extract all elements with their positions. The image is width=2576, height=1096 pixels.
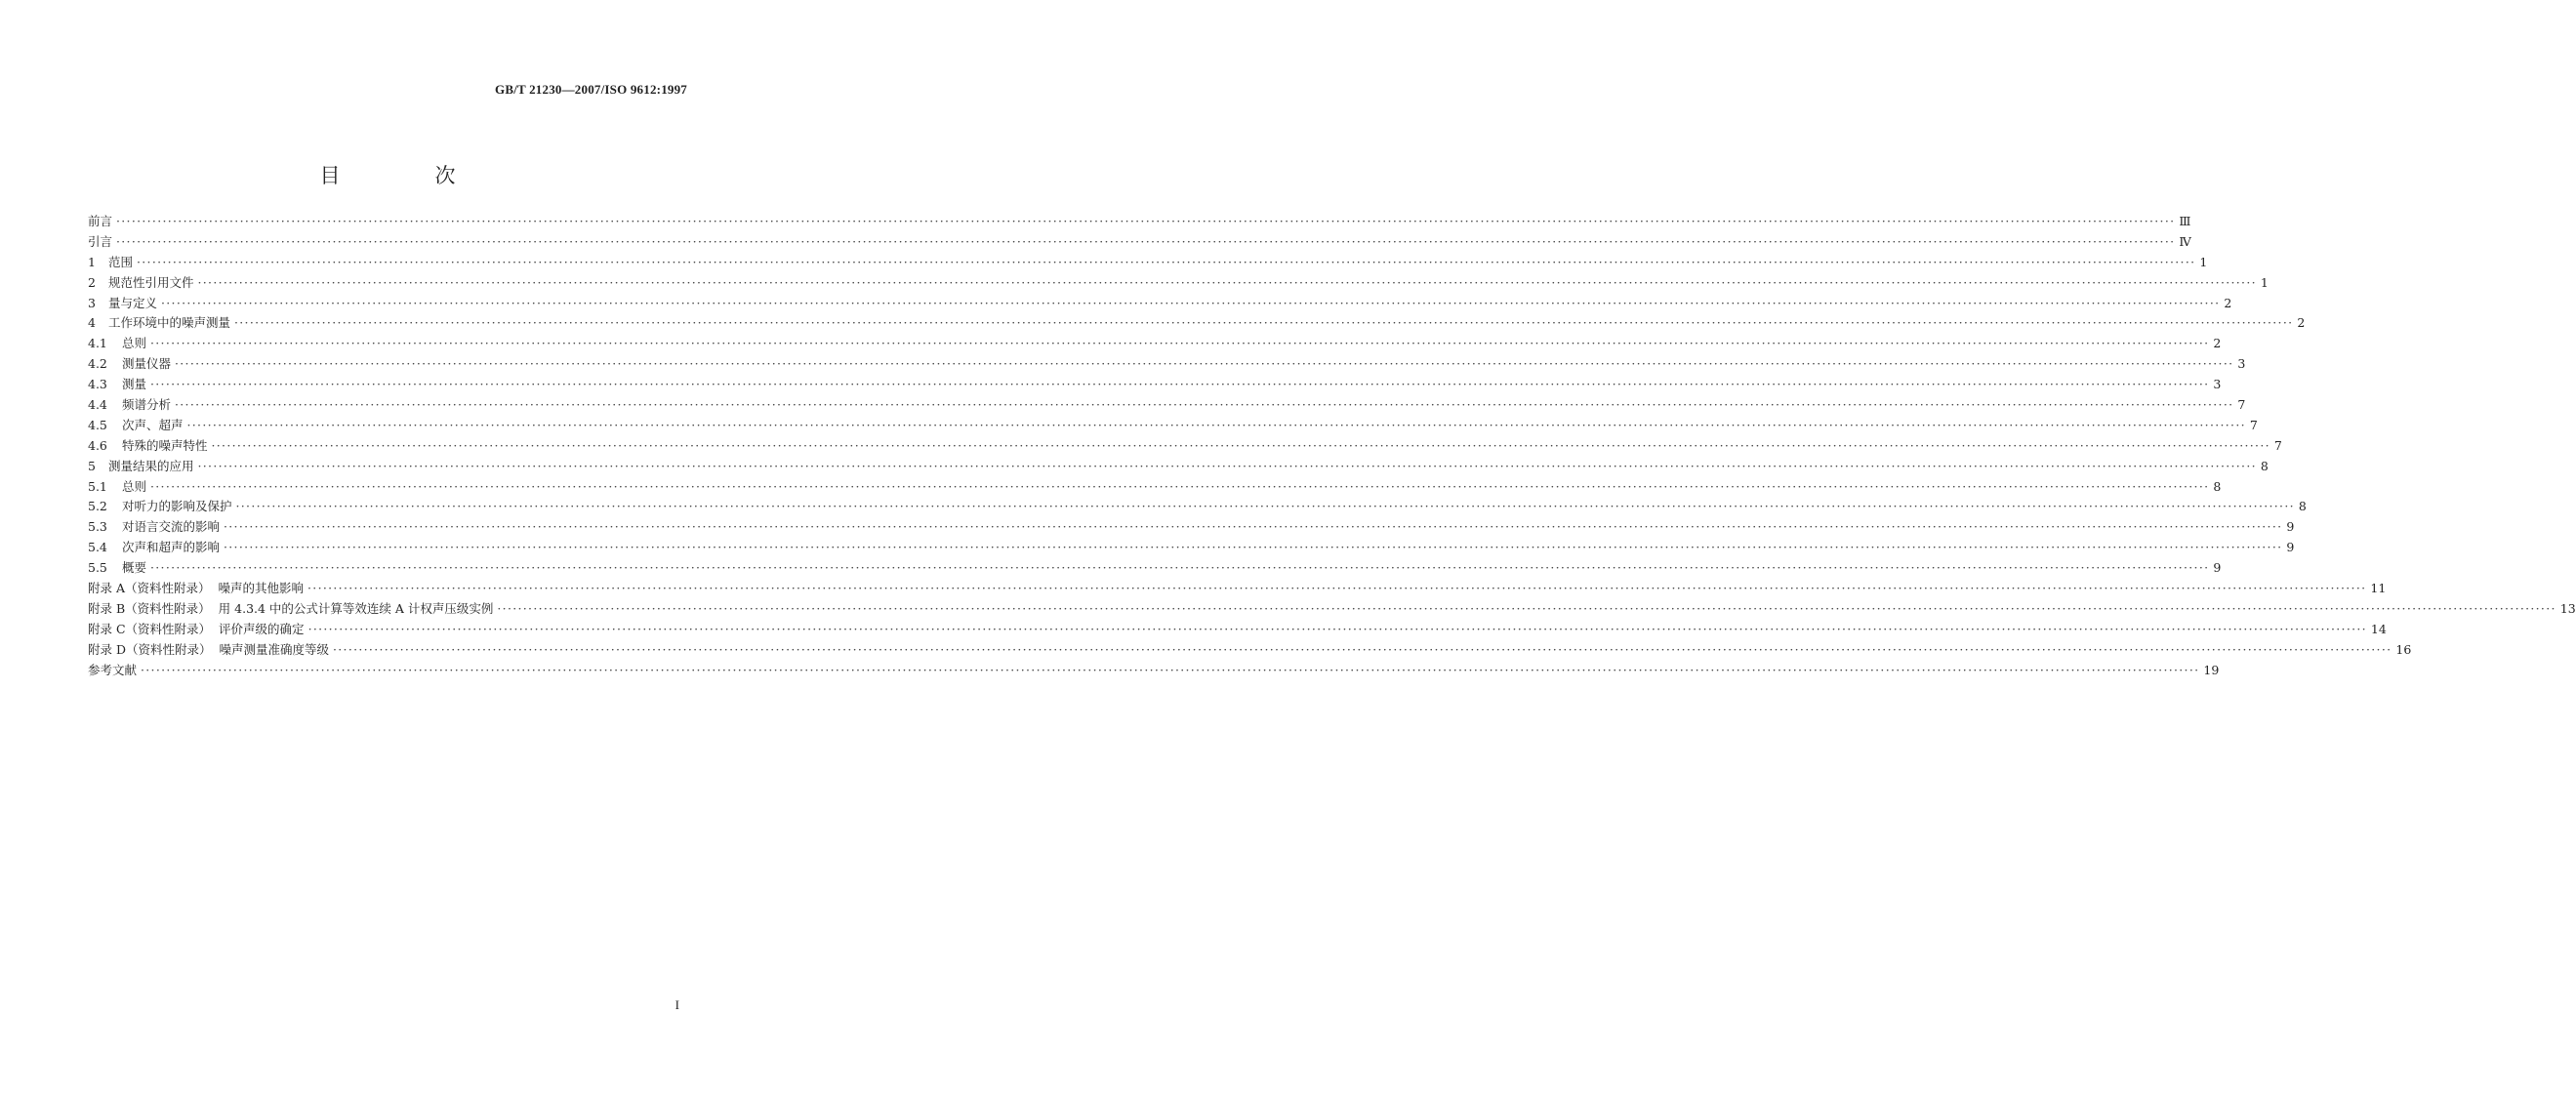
toc-entry-page: 7 <box>2249 417 2258 432</box>
toc-leader-dots: ················································································································································································································································································································································································································ <box>186 417 2246 432</box>
toc-entry-label: 用 4.3.4 中的公式计算等效连续 A 计权声压级实例 <box>218 600 494 616</box>
toc-entry-number: 2 <box>88 274 96 290</box>
toc-entry-page: 13 <box>2559 600 2576 616</box>
toc-entry[interactable] <box>88 579 2387 599</box>
toc-entry-number: 5.1 <box>88 478 107 494</box>
toc-entry[interactable] <box>88 294 2232 314</box>
toc-entry-page: 9 <box>2286 540 2295 555</box>
toc-entry[interactable] <box>88 599 2576 620</box>
toc-entry-number: 4.6 <box>88 437 107 453</box>
toc-entry-number: 5.3 <box>88 519 107 535</box>
toc-entry-page: 8 <box>2260 458 2269 473</box>
toc-entry-number: 5.4 <box>88 540 107 555</box>
toc-entry-page: Ⅳ <box>2179 233 2191 249</box>
toc-leader-dots: ················································································································································································································································································································································································································ <box>150 377 2210 392</box>
toc-entry-number: 4.3 <box>88 377 107 392</box>
toc-entry-label: 测量仪器 <box>122 356 172 372</box>
toc-entry[interactable] <box>88 497 2307 517</box>
toc-leader-dots: ················································································································································································································································································································································································································ <box>197 274 2257 290</box>
toc-entry[interactable] <box>88 436 2282 457</box>
toc-entry-number: 4.1 <box>88 336 107 351</box>
toc-entry-label: 总则 <box>122 478 147 494</box>
toc-entry[interactable] <box>88 477 2222 498</box>
toc-entry-page: 11 <box>2370 581 2387 596</box>
toc-leader-dots: ················································································································································································································································································································································································································ <box>307 581 2367 596</box>
toc-entry-page: 2 <box>2297 315 2306 331</box>
toc-entry[interactable] <box>88 558 2222 579</box>
toc-entry-number: 4.5 <box>88 417 107 432</box>
toc-entry-label: 总则 <box>122 336 147 351</box>
toc-leader-dots: ················································································································································································································································································································································································································ <box>175 397 2234 413</box>
toc-entry-label: 概要 <box>122 560 147 576</box>
toc-entry[interactable] <box>88 334 2222 354</box>
toc-entry-number: 附录 C（资料性附录） <box>88 621 212 636</box>
toc-entry[interactable] <box>88 517 2295 538</box>
toc-entry-page: 2 <box>2213 336 2222 351</box>
toc-entry-page: 8 <box>2213 478 2222 494</box>
toc-entry-page: 14 <box>2370 621 2387 636</box>
toc-entry[interactable] <box>88 253 2208 273</box>
toc-entry-number: 1 <box>88 254 96 269</box>
toc-entry[interactable] <box>88 212 2191 232</box>
toc-leader-dots: ················································································································································································································································································································································································································ <box>161 295 2221 310</box>
toc-leader-dots: ················································································································································································································································································································································································································ <box>224 519 2283 535</box>
toc-entry-label: 前言 <box>88 214 113 228</box>
toc-entry[interactable] <box>88 620 2387 640</box>
toc-entry-page: 7 <box>2273 437 2282 453</box>
toc-entry[interactable] <box>88 232 2191 253</box>
toc-entry[interactable] <box>88 416 2258 436</box>
toc-leader-dots: ················································································································································································································································································································································································································ <box>211 437 2270 453</box>
toc-entry-label: 对语言交流的影响 <box>122 519 221 535</box>
toc-entry-label: 测量 <box>122 377 147 392</box>
toc-entry-number: 5 <box>88 458 96 473</box>
toc-leader-dots: ················································································································································································································································································································································································································ <box>234 315 2294 331</box>
toc-entry-number: 附录 A（资料性附录） <box>88 581 211 596</box>
toc-entry-page: 3 <box>2237 356 2246 372</box>
toc-entry-label: 次声、超声 <box>122 417 184 432</box>
toc-entry[interactable] <box>88 354 2246 375</box>
toc-entry-number: 4.4 <box>88 397 107 413</box>
toc-entry-page: 1 <box>2199 254 2208 269</box>
toc-entry-page: 2 <box>2224 295 2232 310</box>
toc-entry-number: 4 <box>88 315 96 331</box>
toc-entry-number: 附录 B（资料性附录） <box>88 600 211 616</box>
toc-entry-label: 工作环境中的噪声测量 <box>108 315 231 331</box>
toc-leader-dots: ················································································································································································································································································································································································································ <box>141 662 2200 677</box>
toc-entry-number: 附录 D（资料性附录） <box>88 641 212 657</box>
toc-entry[interactable] <box>88 640 2412 661</box>
toc-leader-dots: ················································································································································································································································································································································································································ <box>307 621 2367 636</box>
toc-leader-dots: ················································································································································································································································································································································································································ <box>235 499 2295 514</box>
toc-entry[interactable] <box>88 538 2295 558</box>
toc-entry-number: 5.5 <box>88 560 107 576</box>
toc-entry-page: 16 <box>2395 641 2412 657</box>
toc-entry-label: 评价声级的确定 <box>219 621 305 636</box>
toc-entry-number: 4.2 <box>88 356 107 372</box>
toc-entry-label: 范围 <box>108 254 134 269</box>
toc-entry-page: 3 <box>2213 377 2222 392</box>
page-title: 目 次 <box>319 164 493 188</box>
toc-entry-page: 1 <box>2260 274 2269 290</box>
toc-entry-label: 对听力的影响及保护 <box>122 499 232 514</box>
toc-leader-dots: ················································································································································································································································································································································································································ <box>116 214 2176 228</box>
toc-entry-label: 引言 <box>88 233 113 249</box>
toc-entry-label: 特殊的噪声特性 <box>122 437 208 453</box>
toc-entry-number: 5.2 <box>88 499 107 514</box>
table-of-contents <box>88 212 2576 680</box>
toc-leader-dots: ················································································································································································································································································································································································································ <box>224 540 2283 555</box>
toc-entry-label: 规范性引用文件 <box>108 274 194 290</box>
toc-entry[interactable] <box>88 395 2246 416</box>
toc-entry-page: Ⅲ <box>2179 214 2191 228</box>
toc-entry[interactable] <box>88 457 2269 477</box>
toc-entry-label: 量与定义 <box>108 295 158 310</box>
toc-entry-label: 噪声的其他影响 <box>218 581 305 596</box>
toc-entry[interactable] <box>88 313 2306 334</box>
toc-leader-dots: ················································································································································································································································································································································································································ <box>497 600 2556 616</box>
toc-leader-dots: ················································································································································································································································································································································································································ <box>137 254 2196 269</box>
toc-leader-dots: ················································································································································································································································································································································································································ <box>333 641 2392 657</box>
standard-code: GB/T 21230—2007/ISO 9612:1997 <box>495 82 687 97</box>
toc-entry-number: 3 <box>88 295 96 310</box>
toc-leader-dots: ················································································································································································································································································································································································································ <box>150 478 2210 494</box>
toc-entry-label: 频谱分析 <box>122 397 172 413</box>
toc-entry-page: 7 <box>2237 397 2246 413</box>
toc-entry[interactable] <box>88 375 2222 395</box>
toc-leader-dots: ················································································································································································································································································································································································································ <box>175 356 2234 372</box>
toc-entry-page: 19 <box>2203 662 2220 677</box>
page-number: I <box>675 997 679 1012</box>
toc-leader-dots: ················································································································································································································································································································································································································ <box>116 233 2176 249</box>
toc-leader-dots: ················································································································································································································································································································································································································ <box>150 560 2210 576</box>
toc-entry-label: 测量结果的应用 <box>108 458 194 473</box>
toc-entry-label: 次声和超声的影响 <box>122 540 221 555</box>
toc-entry-page: 9 <box>2213 560 2222 576</box>
toc-leader-dots: ················································································································································································································································································································································································································ <box>197 458 2257 473</box>
toc-entry-page: 9 <box>2286 519 2295 535</box>
toc-entry-label: 参考文献 <box>88 662 138 677</box>
toc-entry-page: 8 <box>2298 499 2307 514</box>
toc-entry-label: 噪声测量准确度等级 <box>219 641 330 657</box>
toc-leader-dots: ················································································································································································································································································································································································································ <box>150 336 2210 351</box>
toc-entry[interactable] <box>88 661 2220 681</box>
toc-entry[interactable] <box>88 273 2269 294</box>
